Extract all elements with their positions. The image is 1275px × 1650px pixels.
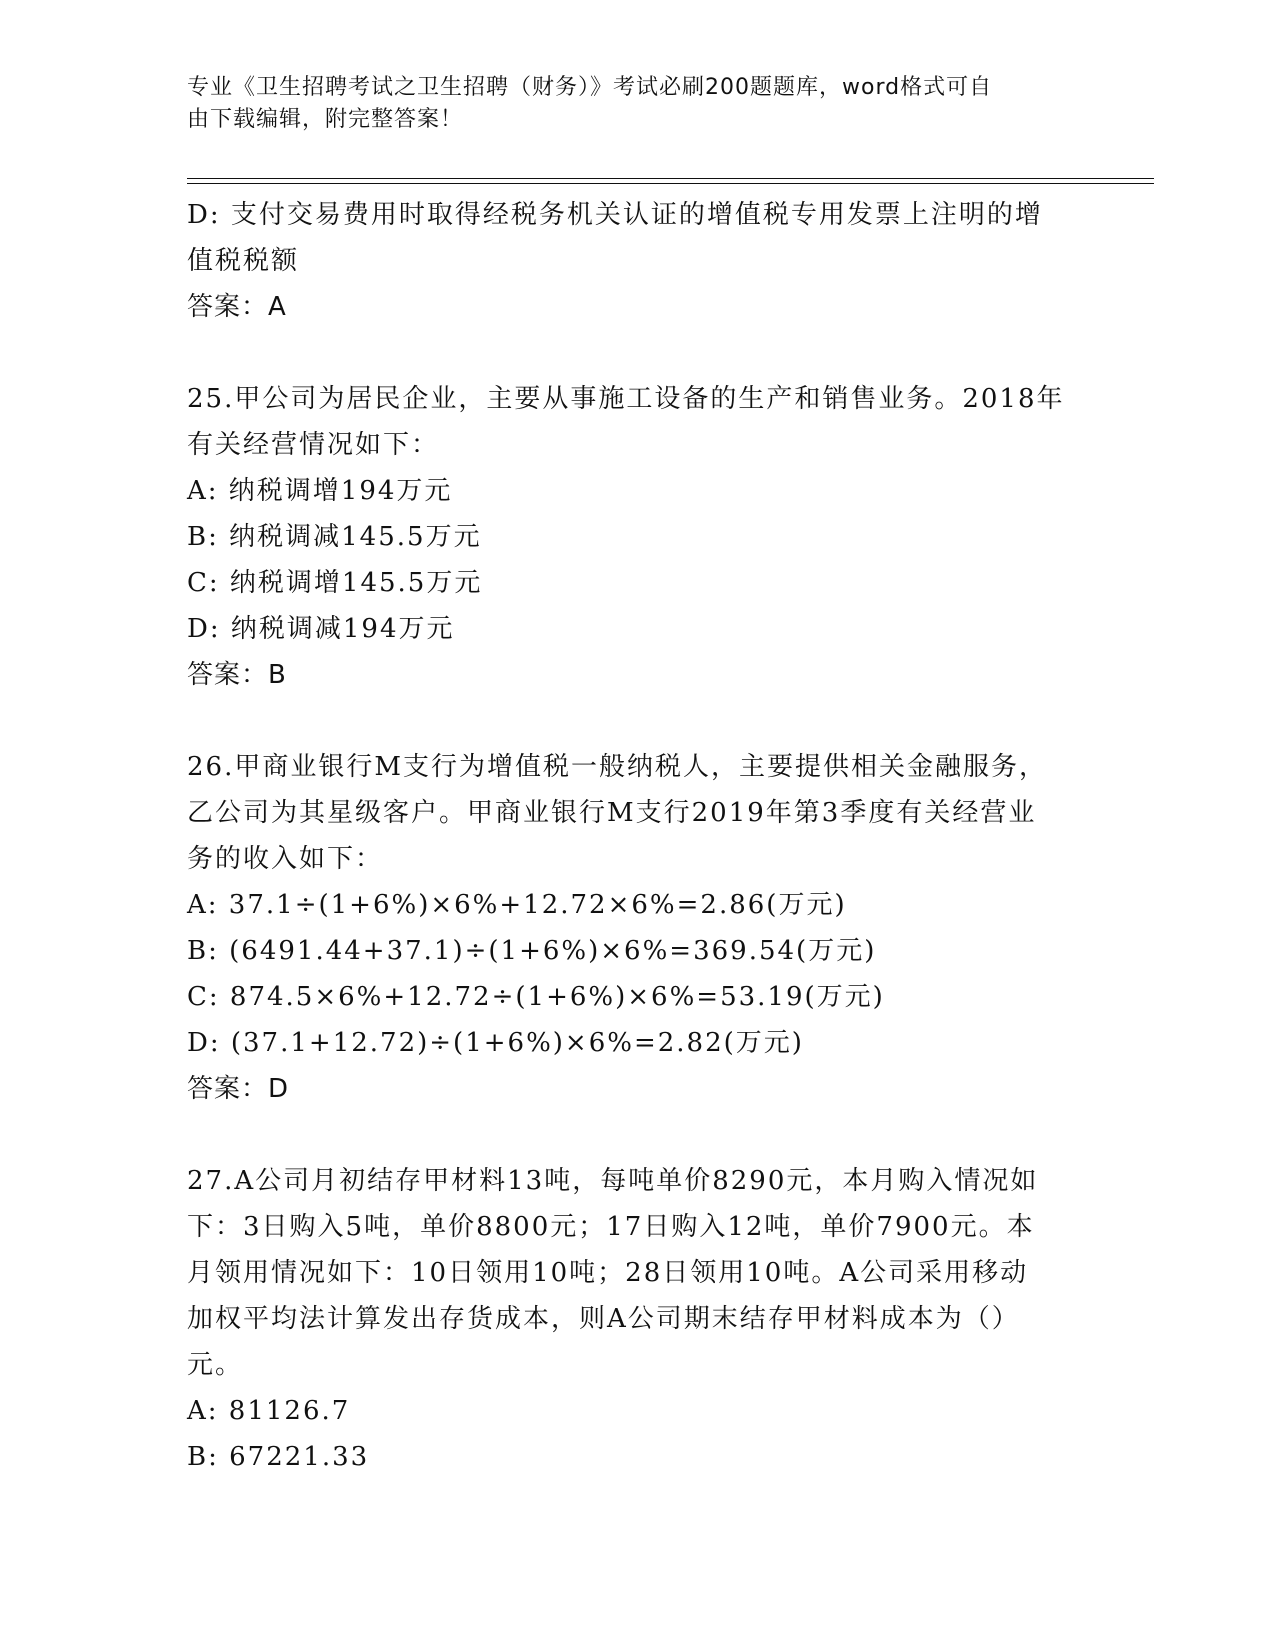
question-stem: 27.A公司月初结存甲材料13吨，每吨单价8290元，本月购入情况如 xyxy=(187,1166,1039,1196)
option-c: C: 874.5×6%+12.72÷(1+6%)×6%=53.19(万元) xyxy=(187,982,885,1012)
option-d-continued: 值税税额 xyxy=(187,246,300,276)
option-d: D: (37.1+12.72)÷(1+6%)×6%=2.82(万元) xyxy=(187,1028,804,1058)
option-a: A: 37.1÷(1+6%)×6%+12.72×6%=2.86(万元) xyxy=(187,890,847,920)
option-b: B: 67221.33 xyxy=(187,1442,370,1472)
question-stem: 务的收入如下： xyxy=(187,844,384,874)
option-d: D: 支付交易费用时取得经税务机关认证的增值税专用发票上注明的增 xyxy=(187,200,1043,230)
question-block xyxy=(187,376,1087,698)
question-block xyxy=(187,192,1087,330)
question-stem: 乙公司为其星级客户。甲商业银行M支行2019年第3季度有关经营业 xyxy=(187,798,1037,828)
header-divider xyxy=(187,178,1154,179)
answer-text: 答案：D xyxy=(187,1074,290,1104)
option-b: B: (6491.44+37.1)÷(1+6%)×6%=369.54(万元) xyxy=(187,936,877,966)
document-body xyxy=(187,192,1087,1480)
spacer xyxy=(187,698,1087,744)
question-block xyxy=(187,1158,1087,1480)
document-header xyxy=(187,72,1087,136)
question-block xyxy=(187,744,1087,1112)
option-a: A: 81126.7 xyxy=(187,1396,351,1426)
question-stem: 元。 xyxy=(187,1350,244,1380)
question-stem: 26.甲商业银行M支行为增值税一般纳税人，主要提供相关金融服务， xyxy=(187,752,1047,782)
option-a: A: 纳税调增194万元 xyxy=(187,476,453,506)
answer-text: 答案：B xyxy=(187,660,287,690)
spacer xyxy=(187,330,1087,376)
answer-text: 答案：A xyxy=(187,292,287,322)
header-line: 专业《卫生招聘考试之卫生招聘（财务）》考试必刷200题题库，word格式可自 xyxy=(187,75,993,100)
spacer xyxy=(187,1112,1087,1158)
question-stem: 25.甲公司为居民企业，主要从事施工设备的生产和销售业务。2018年 xyxy=(187,384,1065,414)
question-stem: 月领用情况如下：10日领用10吨；28日领用10吨。A公司采用移动 xyxy=(187,1258,1029,1288)
question-stem: 加权平均法计算发出存货成本，则A公司期末结存甲材料成本为（） xyxy=(187,1304,1020,1334)
option-d: D: 纳税调减194万元 xyxy=(187,614,455,644)
header-line: 由下载编辑，附完整答案！ xyxy=(187,107,464,132)
header-divider xyxy=(187,183,1154,184)
option-c: C: 纳税调增145.5万元 xyxy=(187,568,483,598)
question-stem: 下：3日购入5吨，单价8800元；17日购入12吨，单价7900元。本 xyxy=(187,1212,1035,1242)
question-stem: 有关经营情况如下： xyxy=(187,430,440,460)
option-b: B: 纳税调减145.5万元 xyxy=(187,522,482,552)
